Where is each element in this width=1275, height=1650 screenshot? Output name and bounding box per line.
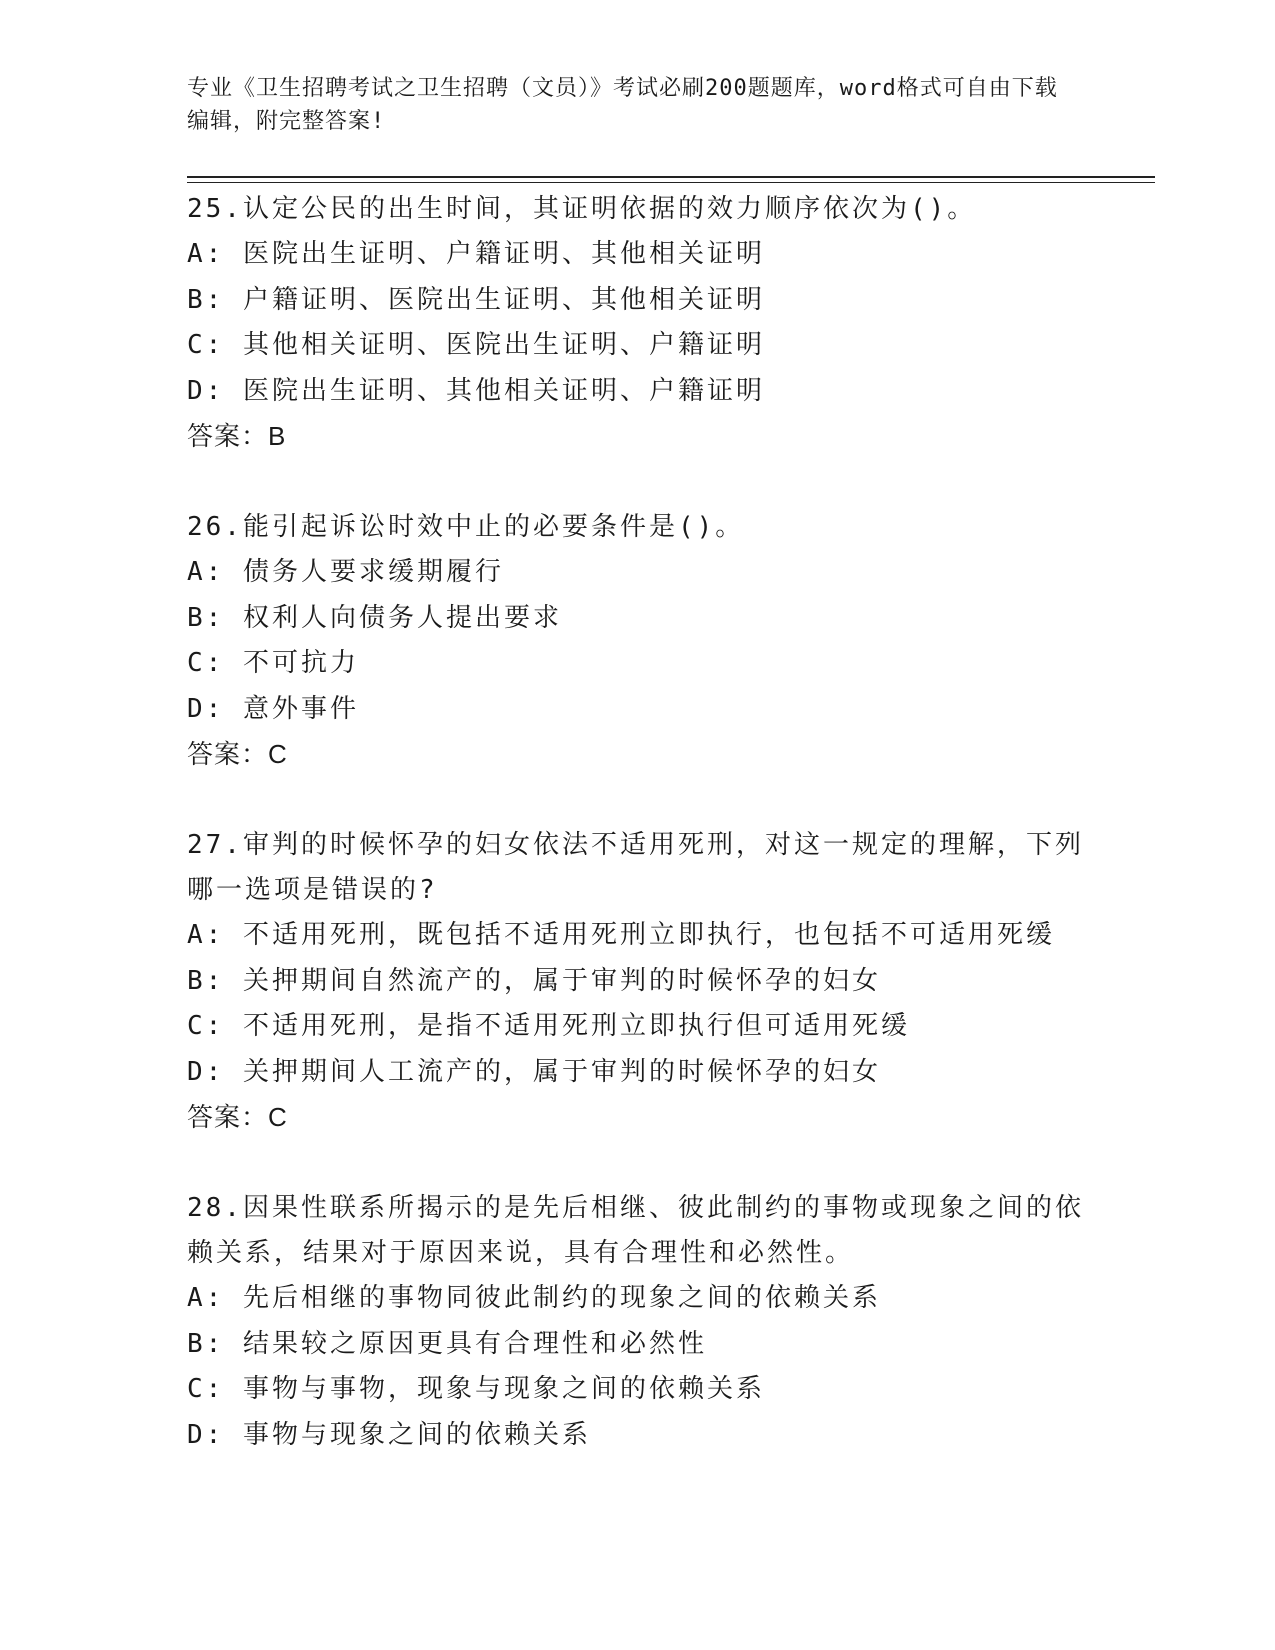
- option-c: C: 不可抗力: [187, 648, 359, 678]
- answer: 答案：C: [187, 739, 288, 769]
- question-list: [187, 187, 1087, 1504]
- option-b: B: 权利人向债务人提出要求: [187, 602, 562, 633]
- question-stem: 25.认定公民的出生时间，其证明依据的效力顺序依次为()。: [187, 194, 977, 224]
- question-25: [187, 187, 1087, 459]
- option-a: A: 医院出生证明、户籍证明、其他相关证明: [187, 239, 765, 269]
- option-b: B: 结果较之原因更具有合理性和必然性: [187, 1328, 707, 1359]
- answer: 答案：B: [187, 421, 287, 451]
- question-26: [187, 505, 1087, 777]
- option-c: C: 不适用死刑，是指不适用死刑立即执行但可适用死缓: [187, 1011, 910, 1041]
- option-c: C: 事物与事物，现象与现象之间的依赖关系: [187, 1374, 765, 1404]
- option-b: B: 户籍证明、医院出生证明、其他相关证明: [187, 284, 765, 315]
- option-a: A: 债务人要求缓期履行: [187, 557, 504, 587]
- question-27: [187, 823, 1087, 1140]
- option-d: D: 事物与现象之间的依赖关系: [187, 1419, 591, 1450]
- header-rule-thin: [187, 182, 1155, 183]
- option-a: A: 先后相继的事物同彼此制约的现象之间的依赖关系: [187, 1283, 881, 1313]
- option-d: D: 医院出生证明、其他相关证明、户籍证明: [187, 375, 765, 406]
- option-a: A: 不适用死刑，既包括不适用死刑立即执行，也包括不可适用死缓: [187, 920, 1055, 950]
- option-d: D: 意外事件: [187, 693, 359, 724]
- question-stem: 26.能引起诉讼时效中止的必要条件是()。: [187, 512, 745, 542]
- question-stem: 28.因果性联系所揭示的是先后相继、彼此制约的事物或现象之间的依赖关系，结果对于原因来说，具有合理性和必然性。: [187, 1193, 1084, 1268]
- option-d: D: 关押期间人工流产的，属于审判的时候怀孕的妇女: [187, 1056, 881, 1087]
- question-stem: 27.审判的时候怀孕的妇女依法不适用死刑，对这一规定的理解，下列哪一选项是错误的?: [187, 830, 1084, 905]
- question-28: [187, 1186, 1087, 1458]
- answer: 答案：C: [187, 1102, 288, 1132]
- option-b: B: 关押期间自然流产的，属于审判的时候怀孕的妇女: [187, 965, 881, 996]
- option-c: C: 其他相关证明、医院出生证明、户籍证明: [187, 330, 765, 360]
- header-rule: [187, 176, 1155, 178]
- page-header: 专业《卫生招聘考试之卫生招聘（文员）》考试必刷200题题库，word格式可自由下载编辑，附完整答案!: [187, 76, 1058, 134]
